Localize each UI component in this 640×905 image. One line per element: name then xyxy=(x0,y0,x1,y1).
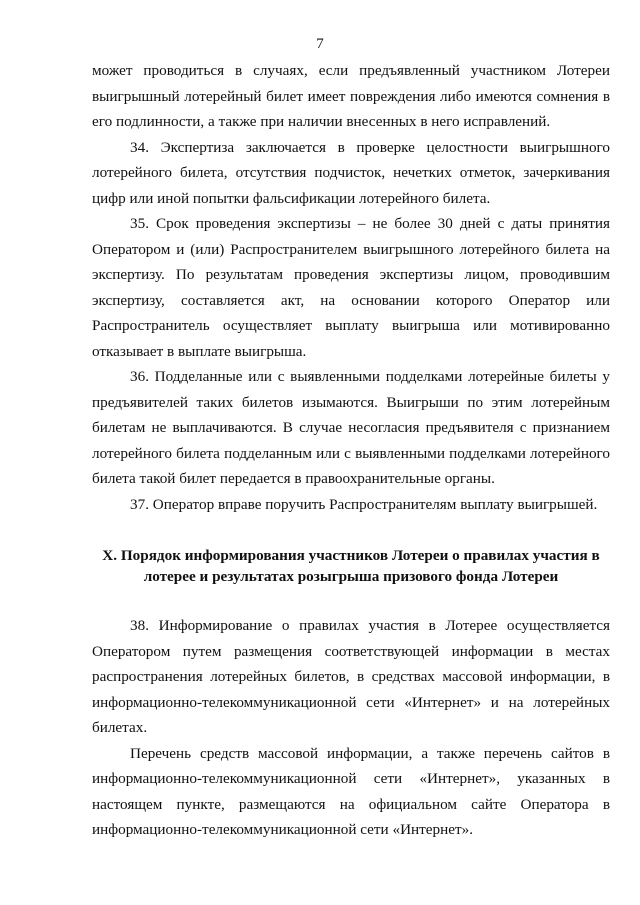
page-number: 7 xyxy=(316,36,324,52)
paragraph-continuation: может проводиться в случаях, если предъявленный участником Лотереи выигрышный лотерейный билет имеет повреждения либо имеются сомнения в его подлинности, а также при наличии внесенных в него исправлений. xyxy=(92,62,610,130)
document-body xyxy=(92,58,610,843)
section-heading: X. Порядок информирования участников Лотереи о правилах участия в лотерее и результатах розыгрыша призового фонда Лотереи xyxy=(102,547,600,585)
paragraph-38: 38. Информирование о правилах участия в Лотерее осуществляется Оператором путем размещения соответствующей информации в местах распространения лотерейных билетов, в средствах массовой информации, в информационно-телекоммуникационной сети «Интернет» и на лотерейных билетах. xyxy=(92,617,610,736)
paragraph-36: 36. Подделанные или с выявленными подделками лотерейные билеты у предъявителей таких билетов изымаются. Выигрыши по этим лотерейным билетам не выплачиваются. В случае несогласия предъявителя с признанием лотерейного билета подделанным или с выявленными подделками лотерейного билета такой билет передается в правоохранительные органы. xyxy=(92,368,610,487)
paragraph-34: 34. Экспертиза заключается в проверке целостности выигрышного лотерейного билета, отсутствия подчисток, нечетких отметок, зачеркивания цифр или иной попытки фальсификации лотерейного билета. xyxy=(92,138,610,207)
paragraph-38-continuation: Перечень средств массовой информации, а также перечень сайтов в информационно-телекоммуникационной сети «Интернет», указанных в настоящем пункте, размещаются на официальном сайте Оператора в информационно-телекоммуникационной сети «Интернет». xyxy=(92,744,610,838)
paragraph-37: 37. Оператор вправе поручить Распространителям выплату выигрышей. xyxy=(130,495,598,513)
paragraph-35: 35. Срок проведения экспертизы – не более 30 дней с даты принятия Оператором и (или) Распространителем выигрышного лотерейного билета на экспертизу. По результатам проведения экспертизы лицом, проводившим экспертизу, составляется акт, на основании которого Оператор или Распространитель осуществляет выплату выигрыша или мотивированно отказывает в выплате выигрыша. xyxy=(92,215,610,360)
